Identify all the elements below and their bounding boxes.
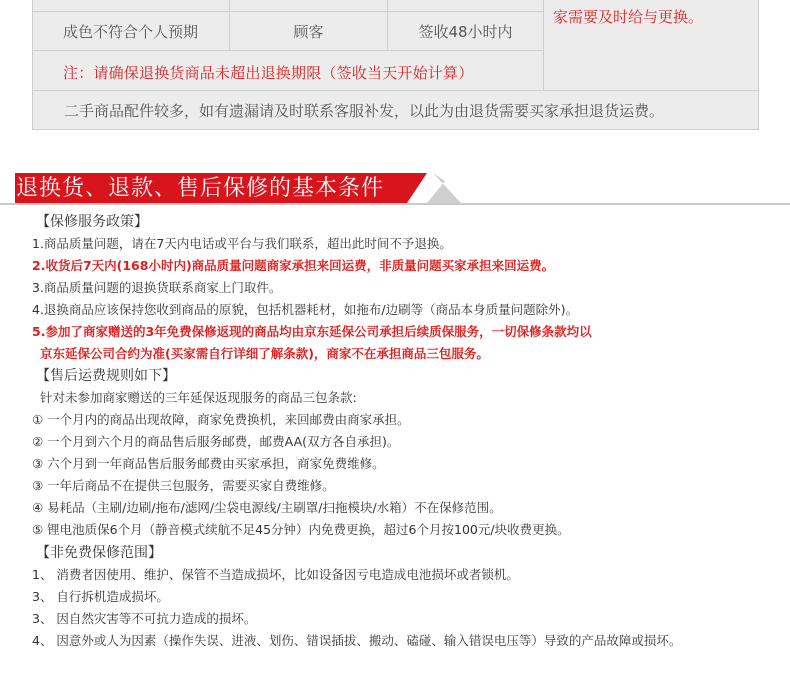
list-item: 3、 因自然灾害等不可抗力造成的损坏。 [32,611,257,626]
table-row [32,12,543,51]
table-footer-row [32,90,759,130]
list-item: ③ 一年后商品不在提供三包服务，需要买家自费维修。 [32,478,335,493]
list-item: 4.退换商品应该保持您收到商品的原貌，包括机器耗材，如拖布/边刷等（商品本身质量问题除外)。 [32,302,579,317]
table-row-top-partial [32,0,543,12]
table-cell [230,0,388,11]
list-item: ⑤ 锂电池质保6个月（静音模式续航不足45分钟）内免费更换，超过6个月按100元/块收费更换。 [32,522,570,537]
table-cell-reason: 成色不符合个人预期 [32,12,230,50]
table-footer-text: 二手商品配件较多，如有遗漏请及时联系客服补发，以此为由退货需要买家承担退货运费。 [64,102,665,120]
return-deadline-note: 注：请确保退换货商品未超出退换期限（签收当天开始计算） [63,64,474,82]
table-cell-period: 签收48小时内 [388,12,543,50]
list-item: 3、 自行拆机造成损坏。 [32,589,169,604]
list-item-highlight-cont: 京东延保公司合约为准(买家需自行详细了解条款)，商家不在承担商品三包服务。 [40,346,489,361]
table-cell [32,0,230,11]
table-note-row [32,51,543,90]
table-cell-remark [543,0,759,90]
banner-underline [0,203,790,205]
table-cell [388,0,543,11]
list-item: 1、 消费者因使用、维护、保管不当造成损坏，比如设备因亏电造成电池损坏或者锁机。 [32,567,519,582]
shipping-heading: 【售后运费规则如下】 [36,368,176,384]
list-item: 4、 因意外或人为因素（操作失误、进液、划伤、错误插拔、搬动、磕碰、输入错误电压等）导致的产品故障或损坏。 [32,633,682,648]
list-item: 1.商品质量问题，请在7天内电话或平台与我们联系，超出此时间不予退换。 [32,236,452,251]
list-item-highlight: 2.收货后7天内(168小时内)商品质量问题商家承担来回运费，非质量问题买家承担来回运费。 [32,258,555,273]
shipping-intro: 针对未参加商家赠送的三年延保返现服务的商品三包条款: [40,390,357,405]
list-item: ② 一个月到六个月的商品售后服务邮费，邮费AA(双方各自承担)。 [32,434,400,449]
warranty-heading: 【保修服务政策】 [36,214,148,230]
section-title: 退换货、退款、售后保修的基本条件 [16,176,385,201]
list-item: ① 一个月内的商品出现故障，商家免费换机，来回邮费由商家承担。 [32,412,410,427]
nonfree-heading: 【非免费保修范围】 [36,545,162,561]
return-policy-table [32,0,759,130]
remark-overflow-text: 家需要及时给与更换。 [553,8,704,26]
table-cell-party: 顾客 [230,12,388,50]
list-item: ③ 六个月到一年商品售后服务邮费由买家承担，商家免费维修。 [32,456,385,471]
list-item: 3.商品质量问题的退换货联系商家上门取件。 [32,280,282,295]
list-item: ④ 易耗品（主刷/边刷/拖布/滤网/尘袋电源线/主刷罩/扫拖模块/水箱）不在保修范围。 [32,500,502,515]
list-item-highlight: 5.参加了商家赠送的3年免费保修返现的商品均由京东延保公司承担后续质保服务，一切保修条款均以 [32,324,592,339]
